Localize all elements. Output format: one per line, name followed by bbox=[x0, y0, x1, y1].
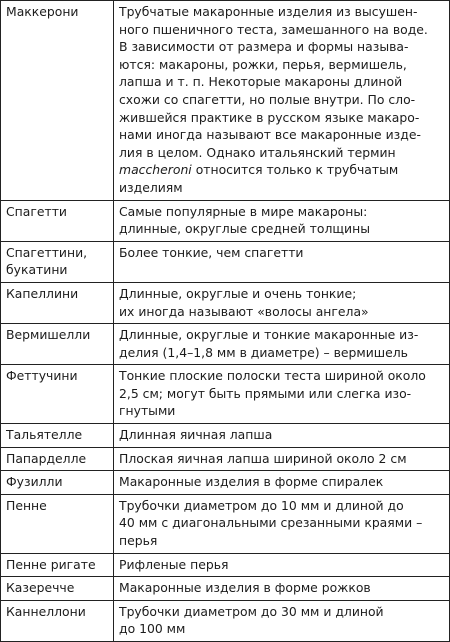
table-row bbox=[1, 365, 450, 424]
term-cell: Пенне ригате bbox=[1, 553, 114, 577]
definition-cell: Рифленые перья bbox=[114, 553, 450, 577]
definition-cell: Макаронные изделия в форме спиралек bbox=[114, 471, 450, 495]
table-row bbox=[1, 424, 450, 448]
table-row bbox=[1, 282, 450, 323]
term-cell: Папарделле bbox=[1, 447, 114, 471]
term-cell: Казеречче bbox=[1, 577, 114, 601]
definition-cell: Макаронные изделия в форме рожков bbox=[114, 577, 450, 601]
definition-cell: Длинные, округлые и тонкие макаронные из- делия (1,4–1,8 мм в диаметре) – вермишель bbox=[114, 324, 450, 365]
definition-cell: Тонкие плоские полоски теста шириной около 2,5 см; могут быть прямыми или слегка изо- гнутыми bbox=[114, 365, 450, 424]
definition-cell: Трубочки диаметром до 10 мм и длиной до 40 мм с диагональными срезанными краями – перья bbox=[114, 494, 450, 553]
term-cell: Спагетти bbox=[1, 200, 114, 241]
table-row bbox=[1, 447, 450, 471]
term-cell: Феттучини bbox=[1, 365, 114, 424]
definition-cell: Длинные, округлые и очень тонкие; их иногда называют «волосы ангела» bbox=[114, 282, 450, 323]
table-row bbox=[1, 1, 450, 201]
term-cell: Спагеттини, букатини bbox=[1, 241, 114, 282]
term-cell: Капеллини bbox=[1, 282, 114, 323]
table-row bbox=[1, 494, 450, 553]
table-row bbox=[1, 200, 450, 241]
italic-term: maccheroni bbox=[119, 162, 192, 178]
definition-cell: Трубочки диаметром до 30 мм и длиной до 100 мм bbox=[114, 600, 450, 641]
table-row bbox=[1, 577, 450, 601]
definition-cell: Более тонкие, чем спагетти bbox=[114, 241, 450, 282]
definition-cell: Плоская яичная лапша шириной около 2 см bbox=[114, 447, 450, 471]
definition-cell bbox=[114, 1, 450, 201]
table-row bbox=[1, 471, 450, 495]
term-cell: Пенне bbox=[1, 494, 114, 553]
definition-cell: Длинная яичная лапша bbox=[114, 424, 450, 448]
term-cell: Фузилли bbox=[1, 471, 114, 495]
table-row bbox=[1, 600, 450, 641]
table-row bbox=[1, 324, 450, 365]
term-cell: Тальятелле bbox=[1, 424, 114, 448]
definition-text: относится только к трубчатым изделиям bbox=[119, 162, 399, 195]
term-cell: Вермишелли bbox=[1, 324, 114, 365]
definition-text: Трубчатые макаронные изделия из высушен- ного пшеничного теста, замешанного на воде. В зависимости от размера и формы называ- ются: макароны, рожки, перья, вермишель, лапша и т. п. Некоторые макароны длиной схожи со спагетти, но полые внутри. По сло- жившейся практике в русском языке макаро- нами иногда называют все макаронные изде- лия в целом. Однако итальянский термин bbox=[119, 4, 428, 160]
term-cell: Каннеллони bbox=[1, 600, 114, 641]
table-row bbox=[1, 241, 450, 282]
table-row bbox=[1, 553, 450, 577]
definition-cell: Самые популярные в мире макароны: длинные, округлые средней толщины bbox=[114, 200, 450, 241]
term-cell: Маккерони bbox=[1, 1, 114, 201]
